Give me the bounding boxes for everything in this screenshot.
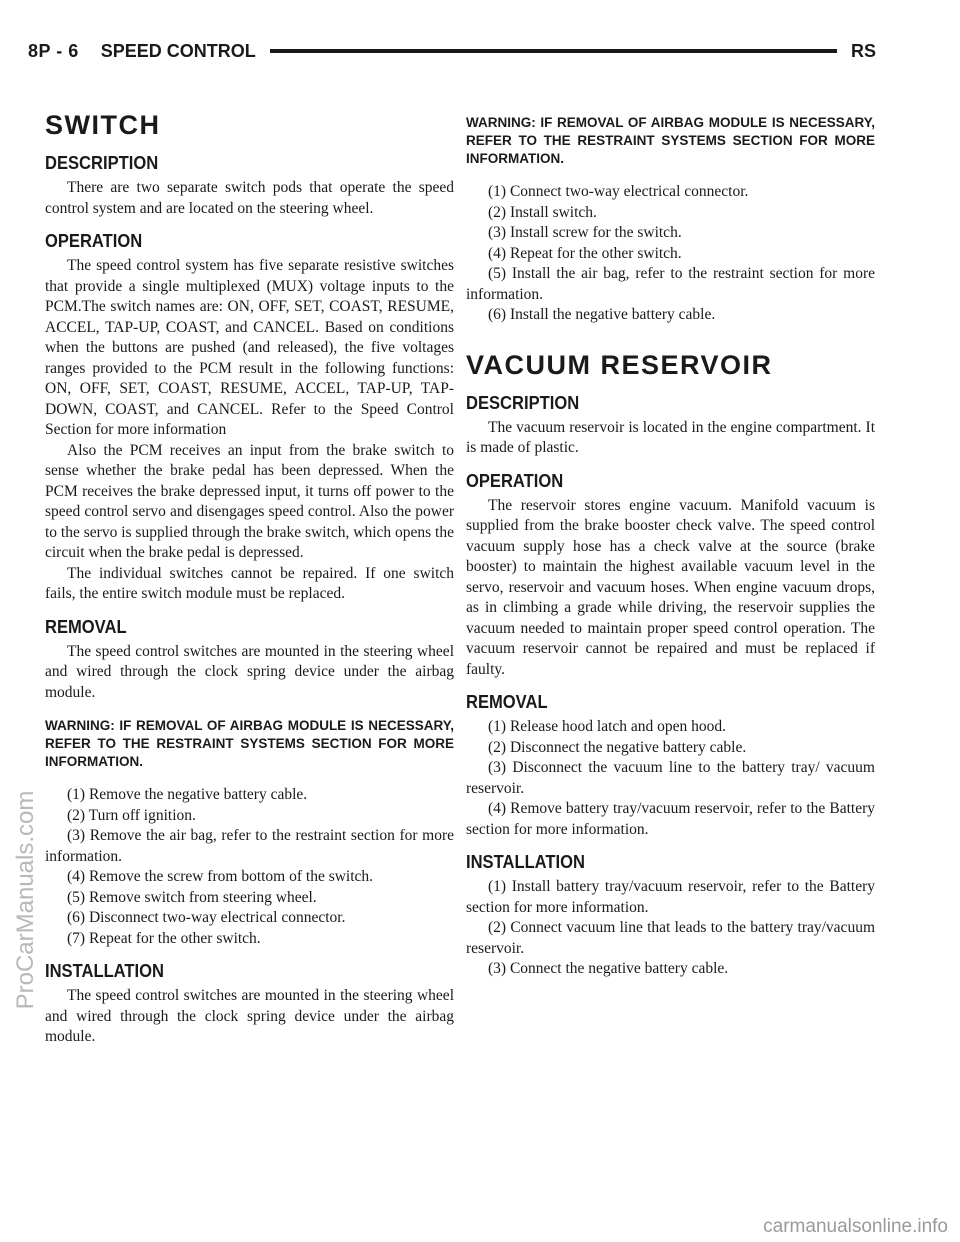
switch-removal-warning: WARNING: IF REMOVAL OF AIRBAG MODULE IS NECESSARY, REFER TO THE RESTRAINT SYSTEMS SECTION FOR MORE INFORMATION. [45, 718, 454, 769]
reservoir-operation-heading: OPERATION [466, 470, 564, 491]
vacuum-reservoir-section-title: VACUUM RESERVOIR [466, 349, 773, 380]
switch-installation-warning: WARNING: IF REMOVAL OF AIRBAG MODULE IS NECESSARY, REFER TO THE RESTRAINT SYSTEMS SECTION FOR MORE INFORMATION. [466, 115, 875, 166]
list-item: (5) Remove switch from steering wheel. [67, 888, 317, 906]
list-item: (4) Repeat for the other switch. [488, 244, 682, 262]
switch-removal-intro: The speed control switches are mounted in the steering wheel and wired through the clock spring device under the airbag module. [45, 642, 454, 701]
list-item: (2) Turn off ignition. [67, 806, 196, 824]
list-item: (2) Connect vacuum line that leads to the battery tray/vacuum reservoir. [466, 919, 875, 957]
list-item: (3) Install screw for the switch. [488, 224, 682, 241]
list-item: (3) Connect the negative battery cable. [488, 960, 729, 977]
switch-installation-steps [466, 182, 875, 326]
page-number: 8P - 6 [28, 40, 79, 61]
switch-installation-intro: The speed control switches are mounted in the steering wheel and wired through the clock spring device under the airbag module. [45, 987, 454, 1045]
switch-section-title: SWITCH [45, 110, 161, 140]
list-item: (3) Remove the air bag, refer to the restraint section for more information. [45, 827, 454, 865]
page-header [28, 36, 876, 66]
list-item: (6) Install the negative battery cable. [488, 306, 716, 323]
switch-operation-heading: OPERATION [45, 231, 143, 251]
list-item: (2) Install switch. [488, 203, 597, 221]
list-item: (1) Install battery tray/vacuum reservoir, refer to the Battery section for more information. [466, 878, 875, 916]
section-spacer [466, 326, 875, 344]
list-item: (1) Release hood latch and open hood. [488, 718, 727, 735]
switch-operation-p1: The speed control system has five separate resistive switches that provide a single multiplexed (MUX) voltage inputs to the PCM.The switch names are: ON, OFF, SET, COAST, RESUME, ACCEL, TAP-UP, COAST, and CANCEL. Based on conditions when the buttons are pushed (and released), the five voltages ranges provided to the PCM result in the following functions: ON, OFF, SET, COAST, RESUME, ACCEL, TAP-UP, TAP-DOWN, COAST, and CANCEL. Refer to the Speed Control Section for more information [45, 257, 454, 438]
right-column [466, 114, 875, 980]
list-item: (1) Connect two-way electrical connector. [488, 183, 749, 200]
footer-watermark: carmanualsonline.info [763, 1216, 948, 1237]
switch-operation-p2: Also the PCM receives an input from the brake switch to sense whether the brake pedal has been depressed. When the PCM receives the brake depressed input, it turns off power to the speed control servo and disengages speed control. Also the power to the servo is supplied through the brake switch, which opens the circuit when the brake pedal is depressed. [45, 441, 454, 561]
reservoir-description-text: The vacuum reservoir is located in the engine compartment. It is made of plastic. [466, 418, 875, 456]
left-column [45, 104, 454, 1048]
side-watermark [6, 560, 46, 1240]
switch-description-heading: DESCRIPTION [45, 153, 159, 173]
list-item: (3) Disconnect the vacuum line to the battery tray/ vacuum reservoir. [466, 759, 875, 797]
list-item: (2) Disconnect the negative battery cable. [488, 738, 747, 756]
reservoir-operation-text: The reservoir stores engine vacuum. Manifold vacuum is supplied from the brake booster check valve. The speed control vacuum supply hose has a check valve at the source (brake booster) to maintain the highest available vacuum level in the servo, reservoir and vacuum hoses. When engine vacuum drops, as in climbing a grade while driving, the reservoir supplies the vacuum needed to maintain proper speed control operation. The vacuum reservoir cannot be repaired and must be replaced if faulty. [466, 496, 875, 678]
header-section-title: SPEED CONTROL [100, 40, 256, 61]
list-item: (1) Remove the negative battery cable. [67, 786, 308, 803]
list-item: (4) Remove battery tray/vacuum reservoir, refer to the Battery section for more information. [466, 800, 875, 838]
reservoir-removal-heading: REMOVAL [466, 692, 548, 712]
watermark-text: ProCarManuals.com [12, 790, 39, 1010]
list-item: (4) Remove the screw from bottom of the switch. [67, 868, 374, 885]
header-vehicle-code: RS [850, 40, 876, 61]
list-item: (7) Repeat for the other switch. [67, 929, 261, 947]
switch-operation-p3: The individual switches cannot be repaired. If one switch fails, the entire switch module must be replaced. [45, 564, 454, 602]
reservoir-installation-heading: INSTALLATION [466, 852, 585, 872]
reservoir-description-heading: DESCRIPTION [466, 392, 580, 413]
reservoir-installation-steps [466, 877, 875, 980]
switch-description-text: There are two separate switch pods that operate the speed control system and are located on the steering wheel. [45, 179, 454, 217]
switch-removal-heading: REMOVAL [45, 616, 127, 637]
list-item: (5) Install the air bag, refer to the restraint section for more information. [466, 265, 875, 303]
header-rule [270, 49, 837, 53]
switch-removal-steps [45, 785, 454, 949]
reservoir-removal-steps [466, 717, 875, 840]
switch-installation-heading: INSTALLATION [45, 961, 164, 981]
list-item: (6) Disconnect two-way electrical connector. [67, 909, 346, 926]
